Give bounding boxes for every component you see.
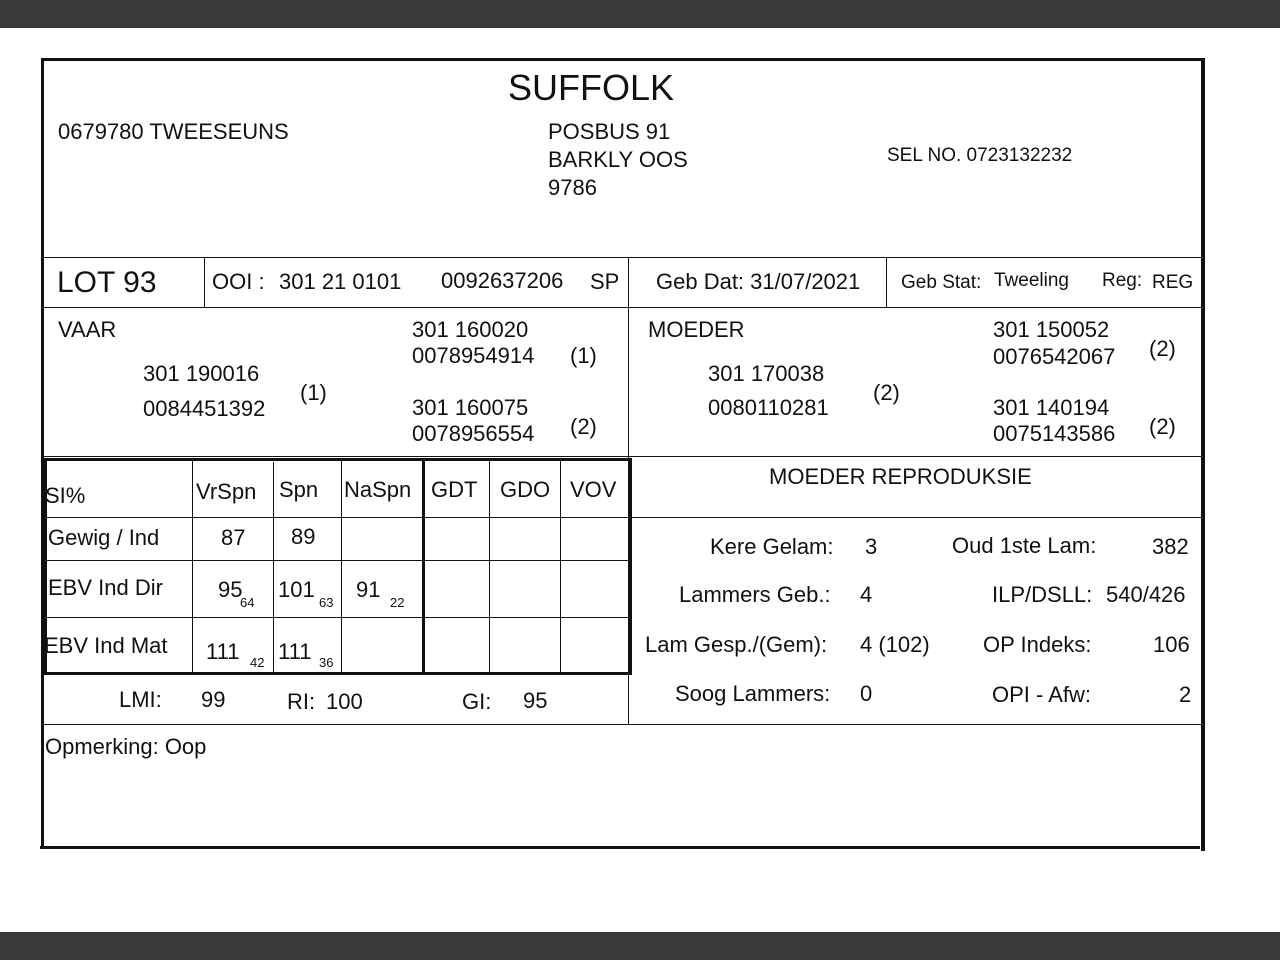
ri-value: 100 — [326, 689, 363, 714]
soog-lammers-value: 0 — [860, 681, 873, 706]
rule-pedigree-bottom — [44, 456, 1202, 457]
si-col-1 — [192, 460, 193, 674]
lammers-geb-value: 4 — [860, 582, 873, 607]
moeder-label: MOEDER — [648, 317, 745, 342]
address-line-2: BARKLY OOS — [548, 147, 688, 172]
op-indeks-label: OP Indeks: — [983, 632, 1092, 657]
si-table-bottom — [44, 672, 632, 675]
lammers-geb-label: Lammers Geb.: — [679, 582, 831, 607]
reg-value: REG — [1152, 272, 1194, 293]
lmi-value: 99 — [201, 687, 226, 712]
si-col-3 — [341, 460, 342, 674]
row-ebv-dir-spn: 101 — [278, 577, 315, 602]
vaar-sire-id: 301 160020 — [412, 317, 529, 342]
ilp-dsll-value: 540/426 — [1106, 582, 1186, 607]
vaar-sire-grade: (1) — [570, 343, 597, 368]
kere-gelam-value: 3 — [865, 534, 878, 559]
breeder-name: 0679780 TWEESEUNS — [58, 119, 289, 144]
rule-indices-bottom — [44, 724, 1202, 725]
si-col-4 — [422, 458, 425, 675]
rule-header-bottom — [44, 257, 1202, 258]
moeder-sire-id: 301 150052 — [993, 317, 1110, 342]
row-gewig-spn: 89 — [291, 524, 316, 549]
opi-afw-label: OPI - Afw: — [992, 682, 1092, 707]
si-col-6 — [560, 460, 561, 674]
lam-gesp-value: 4 (102) — [860, 632, 930, 657]
ri-label: RI: — [287, 689, 316, 714]
row-ebv-mat-spn-acc: 36 — [319, 655, 334, 670]
row-ebv-mat-spn: 111 — [278, 639, 312, 664]
card-border-right — [1201, 58, 1205, 851]
sel-no: SEL NO. 0723132232 — [887, 145, 1073, 166]
vaar-sire-reg: 0078954914 — [412, 343, 535, 368]
vaar-id: 301 190016 — [143, 361, 260, 386]
si-header-vov: VOV — [570, 477, 617, 502]
row-gewig-vrspn: 87 — [221, 525, 246, 550]
moeder-sire-grade: (2) — [1149, 336, 1176, 361]
gi-label: GI: — [462, 689, 492, 714]
ilp-dsll-label: ILP/DSLL: — [992, 582, 1093, 607]
row-gewig-label: Gewig / Ind — [48, 525, 160, 550]
moeder-dam-grade: (2) — [1149, 414, 1176, 439]
kere-gelam-label: Kere Gelam: — [710, 534, 834, 559]
vaar-dam-reg: 0078956554 — [412, 421, 535, 446]
lot-number: LOT 93 — [57, 266, 157, 299]
reg-label: Reg: — [1102, 270, 1143, 291]
lmi-label: LMI: — [119, 687, 162, 712]
vaar-dam-id: 301 160075 — [412, 395, 529, 420]
soog-lammers-label: Soog Lammers: — [675, 681, 831, 706]
si-header-gdt: GDT — [431, 477, 478, 502]
row-ebv-mat-vrspn-acc: 42 — [250, 655, 265, 670]
moeder-dam-reg: 0075143586 — [993, 421, 1116, 446]
si-col-5 — [489, 460, 490, 674]
rule-gebdat-gebstat — [886, 258, 887, 308]
vaar-label: VAAR — [58, 317, 117, 342]
op-indeks-value: 106 — [1153, 632, 1190, 657]
row-ebv-dir-vrspn-acc: 64 — [240, 595, 255, 610]
rule-lot-bottom — [44, 307, 1202, 308]
row-ebv-mat-vrspn: 111 — [206, 639, 240, 664]
card-border-left — [41, 58, 44, 849]
ooi-reg: 0092637206 — [441, 268, 564, 293]
gi-value: 95 — [523, 688, 548, 713]
si-rule-2 — [44, 560, 630, 561]
opmerking: Opmerking: Oop — [45, 734, 207, 759]
geb-dat: Geb Dat: 31/07/2021 — [656, 269, 861, 294]
bottom-dark-band — [0, 932, 1280, 960]
si-rule-1 — [44, 517, 630, 518]
rule-lot-ooi — [204, 258, 205, 308]
si-header-vrspn: VrSpn — [196, 479, 257, 504]
top-dark-band — [0, 0, 1280, 28]
si-table-right — [629, 458, 632, 675]
address-line-1: POSBUS 91 — [548, 119, 671, 144]
moeder-id: 301 170038 — [708, 361, 825, 386]
vaar-grade: (1) — [300, 380, 327, 405]
si-rule-3 — [44, 617, 630, 618]
oud-1ste-lam-value: 382 — [1152, 534, 1189, 559]
lam-gesp-label: Lam Gesp./(Gem): — [645, 632, 828, 657]
moeder-grade: (2) — [873, 380, 900, 405]
si-header-naspn: NaSpn — [344, 477, 412, 502]
card-border-bottom — [40, 846, 1200, 849]
ooi-id: 301 21 0101 — [279, 269, 402, 294]
moeder-sire-reg: 0076542067 — [993, 344, 1116, 369]
row-ebv-dir-label: EBV Ind Dir — [48, 575, 163, 600]
si-table-top — [44, 458, 632, 461]
row-ebv-dir-naspn-acc: 22 — [390, 595, 405, 610]
vaar-reg: 0084451392 — [143, 396, 266, 421]
moeder-dam-id: 301 140194 — [993, 395, 1110, 420]
geb-stat-value: Tweeling — [994, 270, 1069, 291]
card-border-top — [41, 58, 1204, 61]
row-ebv-dir-naspn: 91 — [356, 577, 381, 602]
vaar-dam-grade: (2) — [570, 414, 597, 439]
si-header-gdo: GDO — [500, 477, 551, 502]
ooi-sp: SP — [590, 269, 620, 294]
geb-stat-label: Geb Stat: — [901, 272, 982, 293]
si-header-spn: Spn — [279, 477, 319, 502]
row-ebv-dir-vrspn: 95 — [218, 577, 243, 602]
repro-title: MOEDER REPRODUKSIE — [769, 464, 1032, 489]
si-col-2 — [273, 462, 274, 674]
address-line-3: 9786 — [548, 175, 597, 200]
moeder-reg: 0080110281 — [708, 395, 829, 420]
row-ebv-dir-spn-acc: 63 — [319, 595, 334, 610]
rule-repro-title-bottom — [632, 517, 1202, 518]
si-header-label: SI% — [45, 483, 86, 508]
opi-afw-value: 2 — [1179, 682, 1192, 707]
oud-1ste-lam-label: Oud 1ste Lam: — [952, 533, 1097, 558]
breed-title: SUFFOLK — [508, 67, 675, 108]
row-ebv-mat-label: EBV Ind Mat — [44, 633, 168, 658]
ooi-label: OOI : — [212, 269, 265, 294]
